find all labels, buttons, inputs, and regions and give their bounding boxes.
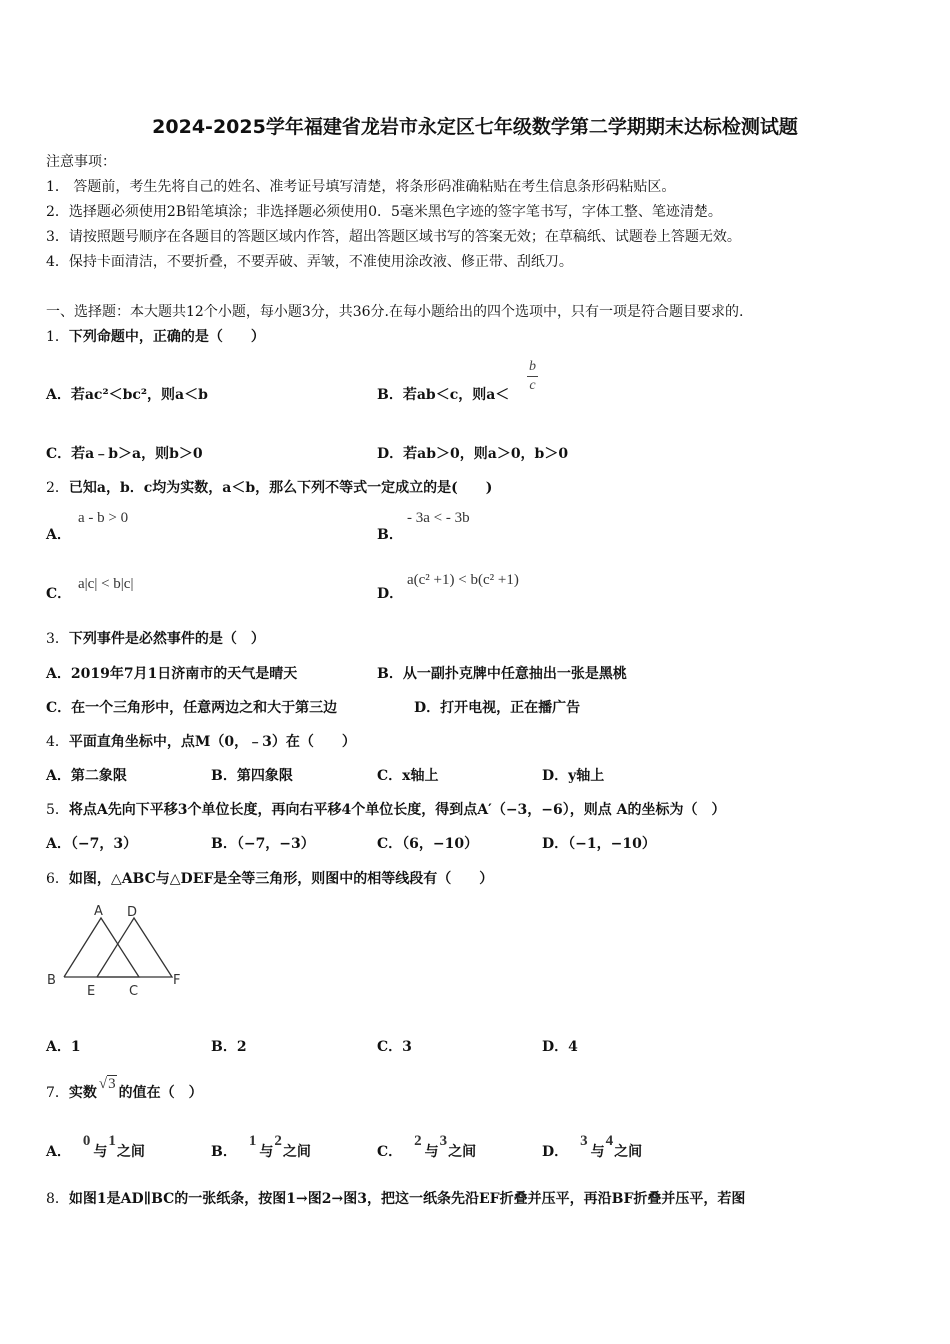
question-4 xyxy=(46,732,356,752)
option-label: C． xyxy=(377,1144,403,1160)
q2-option-c-expr: a|c| < b|c| xyxy=(78,576,134,592)
q3-option-d: D．打开电视，正在播广告 xyxy=(414,700,581,716)
q5-option-c: C．（6，−10） xyxy=(377,836,479,852)
question-stem: 如图1是AD∥BC的一张纸条，按图1→图2→图3，把这一纸条先沿EF折叠并压平，再沿BF折叠并压平，若图 xyxy=(68,1191,746,1207)
q5-option-d: D．（−1，−10） xyxy=(542,836,656,852)
question-stem: 已知a，b．c均为实数，a＜b，那么下列不等式一定成立的是( ) xyxy=(68,480,493,496)
sqrt-3: √3 xyxy=(98,1076,116,1092)
q2-option-a-label: A． xyxy=(46,527,71,543)
question-stem: 如图，△ABC与△DEF是全等三角形，则图中的相等线段有（ ） xyxy=(68,871,494,887)
between-word: 之间 xyxy=(448,1144,477,1160)
question-stem: 将点A先向下平移3个单位长度，再向右平移4个单位长度，得到点A′（−3，−6），则点 A的坐标为（ ） xyxy=(68,802,726,818)
option-label: A． xyxy=(46,1144,71,1160)
question-3 xyxy=(46,629,265,649)
question-number: 3． xyxy=(46,631,69,647)
triangle-def xyxy=(97,918,172,977)
question-number: 8． xyxy=(46,1191,69,1207)
between-word: 之间 xyxy=(282,1144,311,1160)
question-stem-pre: 实数 xyxy=(68,1085,97,1101)
q2-option-d-expr: a(c² +1) < b(c² +1) xyxy=(407,572,519,588)
question-5 xyxy=(46,800,726,820)
question-1 xyxy=(46,327,265,347)
section-heading: 一、选择题：本大题共12个小题，每小题3分，共36分.在每小题给出的四个选项中，只有一项是符合题目要求的. xyxy=(46,304,744,320)
label-f: F xyxy=(173,973,181,988)
option-label: D． xyxy=(542,1144,569,1160)
question-number: 5． xyxy=(46,802,69,818)
q3-option-b: B．从一副扑克牌中任意抽出一张是黑桃 xyxy=(377,666,627,682)
range-to: 3 xyxy=(439,1133,448,1149)
q1-option-b xyxy=(377,385,509,405)
notice-heading: 注意事项： xyxy=(46,154,116,170)
range-to: 1 xyxy=(108,1133,116,1149)
q1-option-a: A．若ac²＜bc²，则a＜b xyxy=(46,387,208,403)
q6-option-d: D．4 xyxy=(542,1039,578,1055)
notice-item-1: 1． 答题前，考生先将自己的姓名、准考证号填写清楚，将条形码准确粘贴在考生信息条形码粘贴区。 xyxy=(46,179,676,195)
triangles-figure xyxy=(40,898,200,1002)
question-6 xyxy=(46,869,493,889)
q7-option-b xyxy=(211,1133,311,1162)
range-from: 3 xyxy=(580,1133,588,1149)
question-7 xyxy=(46,1076,203,1103)
between-word: 之间 xyxy=(614,1144,643,1160)
range-from: 0 xyxy=(82,1133,91,1149)
question-stem-post: 的值在（ ） xyxy=(118,1085,203,1101)
with-word: 与 xyxy=(93,1144,108,1160)
q2-option-d-label: D． xyxy=(377,586,404,602)
q3-option-c: C．在一个三角形中，任意两边之和大于第三边 xyxy=(46,700,338,716)
fraction-numerator: b xyxy=(527,358,538,377)
range-to: 2 xyxy=(274,1133,282,1149)
question-number: 2． xyxy=(46,480,69,496)
option-label: B． xyxy=(211,1144,237,1160)
label-d: D xyxy=(127,905,138,920)
fraction-b-over-c xyxy=(527,358,538,395)
q1-option-b-text: B．若ab＜c，则a＜ xyxy=(377,387,510,403)
question-number: 7． xyxy=(46,1085,69,1101)
q1-option-d: D．若ab＞0，则a＞0，b＞0 xyxy=(377,446,569,462)
q4-option-c: C．x轴上 xyxy=(377,768,439,784)
question-number: 4． xyxy=(46,734,69,750)
q2-option-b-expr: - 3a < - 3b xyxy=(407,510,470,526)
q7-option-d xyxy=(542,1133,643,1162)
q7-option-c xyxy=(377,1133,477,1162)
with-word: 与 xyxy=(424,1144,439,1160)
q3-option-a: A．2019年7月1日济南市的天气是晴天 xyxy=(46,666,298,682)
question-2 xyxy=(46,478,492,498)
fraction-denominator: c xyxy=(529,378,536,393)
q6-option-a: A．1 xyxy=(46,1039,81,1055)
q5-option-b: B．（−7，−3） xyxy=(211,836,315,852)
with-word: 与 xyxy=(259,1144,274,1160)
q4-option-a: A．第二象限 xyxy=(46,768,127,784)
range-to: 4 xyxy=(605,1133,614,1149)
with-word: 与 xyxy=(590,1144,605,1160)
q6-option-b: B．2 xyxy=(211,1039,247,1055)
question-8 xyxy=(46,1189,745,1209)
question-stem: 平面直角坐标中，点M（0，﹣3）在（ ） xyxy=(68,734,356,750)
range-from: 1 xyxy=(248,1133,257,1149)
label-c: C xyxy=(129,984,139,999)
q7-option-a xyxy=(46,1133,145,1162)
between-word: 之间 xyxy=(116,1144,145,1160)
label-a: A xyxy=(94,904,103,919)
question-stem: 下列事件是必然事件的是（ ） xyxy=(68,631,265,647)
q4-option-b: B．第四象限 xyxy=(211,768,293,784)
q2-option-c-label: C． xyxy=(46,586,72,602)
question-stem: 下列命题中，正确的是（ ） xyxy=(68,329,265,345)
notice-item-3: 3．请按照题号顺序在各题目的答题区域内作答，超出答题区域书写的答案无效；在草稿纸、试题卷上答题无效。 xyxy=(46,229,741,245)
q2-option-a-expr: a - b > 0 xyxy=(78,510,129,526)
notice-item-2: 2．选择题必须使用2B铅笔填涂；非选择题必须使用0．5毫米黑色字迹的签字笔书写，字体工整、笔迹清楚。 xyxy=(46,204,722,220)
q6-option-c: C．3 xyxy=(377,1039,412,1055)
label-b: B xyxy=(47,973,56,988)
question-number: 6． xyxy=(46,871,69,887)
radicand: 3 xyxy=(108,1076,116,1092)
page-title: 2024-2025学年福建省龙岩市永定区七年级数学第二学期期末达标检测试题 xyxy=(152,116,798,138)
q4-option-d: D．y轴上 xyxy=(542,768,605,784)
q1-option-c: C．若a﹣b＞a，则b＞0 xyxy=(46,446,203,462)
label-e: E xyxy=(87,984,96,999)
notice-item-4: 4．保持卡面清洁，不要折叠，不要弄破、弄皱，不准使用涂改液、修正带、刮纸刀。 xyxy=(46,254,573,270)
q2-option-b-label: B． xyxy=(377,527,403,543)
question-number: 1． xyxy=(46,329,69,345)
range-from: 2 xyxy=(414,1133,422,1149)
q5-option-a: A．（−7，3） xyxy=(46,836,138,852)
